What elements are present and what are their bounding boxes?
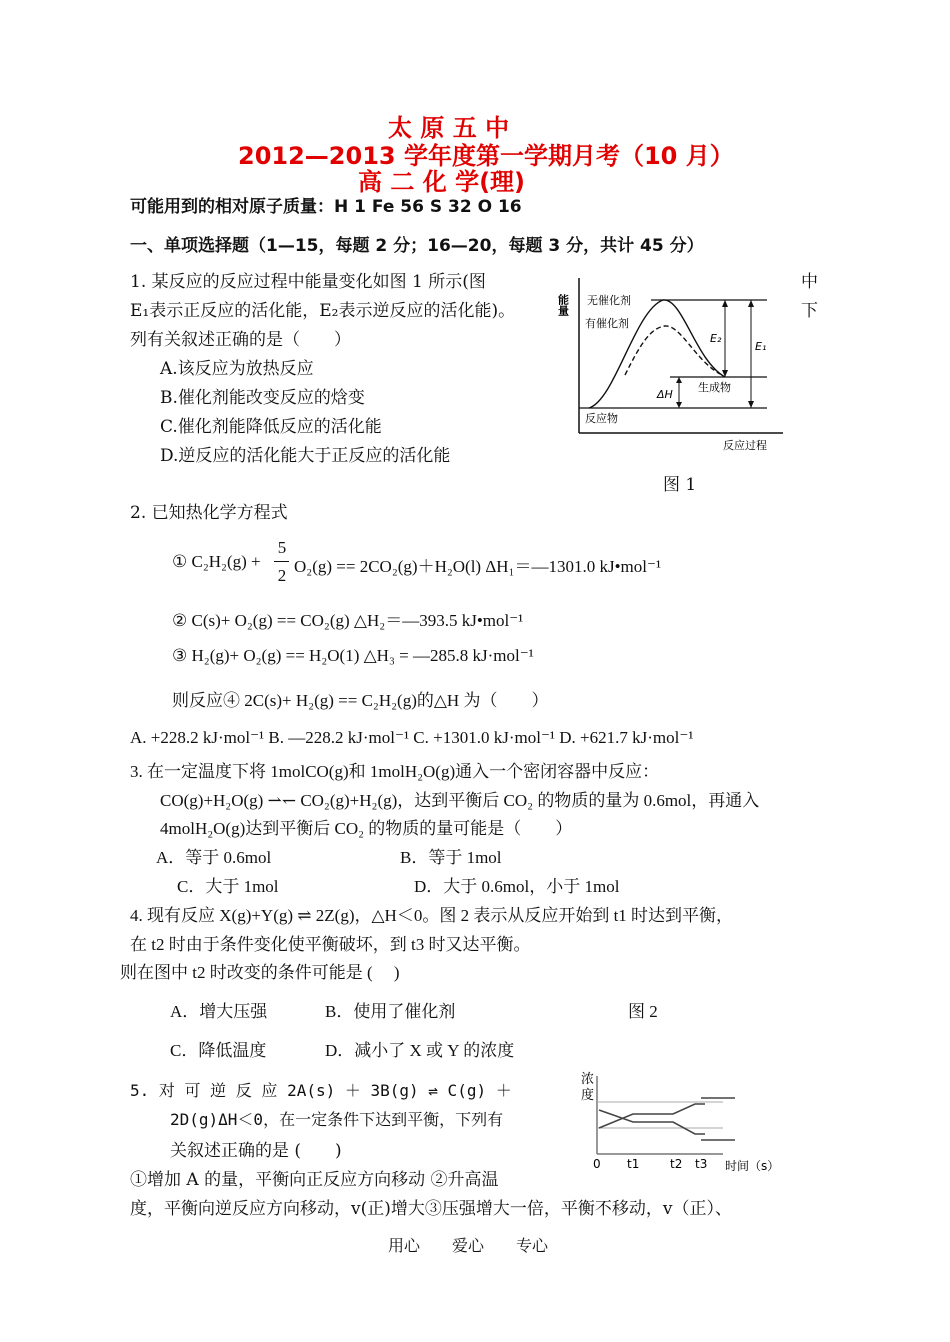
q4-stem-line1: 4. 现有反应 X(g)+Y(g) ⇌ 2Z(g)，△H＜0。图 2 表示从反应开始到 t1 时达到平衡， <box>130 906 734 925</box>
fig2-ylabel-2: 度 <box>581 1088 595 1103</box>
q4-fig-caption: 图 2 <box>628 1002 658 1021</box>
q2-stem: 2. 已知热化学方程式 <box>130 503 288 523</box>
exam-title: 2012—2013 学年度第一学期月考（10 月） <box>238 142 734 170</box>
concentration-graph <box>575 1068 795 1174</box>
q4-option-b: B．使用了催化剂 <box>325 1002 456 1021</box>
fig1-ylabel: 能量 <box>556 294 570 316</box>
q2-eq1-fraction-bar <box>274 561 289 562</box>
fig2-t0: 0 <box>593 1157 601 1171</box>
q5-line5: 度，平衡向逆反应方向移动，v(正)增大③压强增大一倍，平衡不移动，v（正）、 <box>130 1199 732 1219</box>
fig1-e2: E₂ <box>710 332 722 345</box>
q1-option-c: C.催化剂能降低反应的活化能 <box>160 417 382 437</box>
fig2-xlabel: 时间（s） <box>725 1159 780 1173</box>
q1-option-d: D.逆反应的活化能大于正反应的活化能 <box>160 446 451 466</box>
fig1-e1: E₁ <box>755 340 767 353</box>
q3-option-c: C．大于 1mol <box>177 877 279 896</box>
q2-eq1-post: O₂(g) == 2CO₂(g)＋H₂O(l) ΔH₁＝—1301.0 kJ•mol⁻¹ <box>294 557 662 576</box>
fig1-xlabel: 反应过程 <box>723 439 767 452</box>
q1-stem-line2-right: 下 <box>801 301 818 321</box>
q3-option-b: B．等于 1mol <box>400 848 502 867</box>
q5-line4: ①增加 A 的量，平衡向正反应方向移动 ②升高温 <box>130 1170 499 1190</box>
atomic-mass-line: 可能用到的相对原子质量：H 1 Fe 56 S 32 O 16 <box>130 197 522 217</box>
q5-line3: 关叙述正确的是 ( ) <box>170 1141 342 1161</box>
q5-line1: 5. 对 可 逆 反 应 2A(s) ＋ 3B(g) ⇌ C(g) ＋ <box>130 1081 512 1100</box>
q2-options: A. +228.2 kJ·mol⁻¹ B. —228.2 kJ·mol⁻¹ C. +1301.0 kJ·mol⁻¹ D. +621.7 kJ·mol⁻¹ <box>130 728 694 747</box>
fig1-caption: 图 1 <box>663 475 697 495</box>
q2-ask: 则反应④ 2C(s)+ H₂(g) == C₂H₂(g)的△H 为（ ） <box>172 691 549 710</box>
q2-eq2: ② C(s)+ O₂(g) == CO₂(g) △H₂＝—393.5 kJ•mol⁻¹ <box>172 611 524 630</box>
q1-stem-line3: 列有关叙述正确的是（ ） <box>130 330 351 350</box>
q4-stem-line2: 在 t2 时由于条件变化使平衡破坏，到 t3 时又达平衡。 <box>130 935 531 954</box>
subject-title: 高 二 化 学(理) <box>358 168 526 196</box>
q4-option-d: D．减小了 X 或 Y 的浓度 <box>325 1041 515 1060</box>
q3-option-d: D．大于 0.6mol，小于 1mol <box>414 877 620 896</box>
fig2-ylabel-1: 浓 <box>581 1072 595 1087</box>
q5-line2: 2D(g)ΔH＜0，在一定条件下达到平衡，下列有 <box>170 1110 504 1129</box>
q1-stem-line2: E₁表示正反应的活化能，E₂表示逆反应的活化能)。 <box>130 301 516 321</box>
q2-eq1-numerator: 5 <box>277 538 287 557</box>
q1-stem-line1-right: 中 <box>801 272 818 292</box>
fig2-t3: t3 <box>695 1157 708 1171</box>
fig1-reactant: 反应物 <box>585 412 618 425</box>
q2-eq3: ③ H₂(g)+ O₂(g) == H₂O(1) △H₃ = —285.8 kJ·mol⁻¹ <box>172 646 534 665</box>
q2-eq1-denominator: 2 <box>277 566 287 585</box>
q1-stem-line1: 1. 某反应的反应过程中能量变化如图 1 所示(图 <box>130 272 486 292</box>
q4-option-c: C．降低温度 <box>170 1041 267 1060</box>
q3-stem-line1: 3. 在一定温度下将 1molCO(g)和 1molH₂O(g)通入一个密闭容器中反应： <box>130 762 660 781</box>
section-heading: 一、单项选择题（1—15，每题 2 分；16—20，每题 3 分，共计 45 分） <box>130 236 704 256</box>
fig1-dh: ΔH <box>657 388 673 401</box>
school-title: 太 原 五 中 <box>388 114 510 142</box>
page-footer: 用心 爱心 专心 <box>388 1236 549 1255</box>
q3-stem-line2: CO(g)+H₂O(g) ⇀↽ CO₂(g)+H₂(g)，达到平衡后 CO₂ 的物质的量为 0.6mol，再通入 <box>160 791 760 810</box>
fig1-product: 生成物 <box>698 381 731 394</box>
q2-eq1-pre: ① C₂H₂(g) + <box>172 552 261 571</box>
q1-option-a: A.该反应为放热反应 <box>160 359 314 379</box>
q4-option-a: A．增大压强 <box>170 1002 268 1021</box>
fig2-t2: t2 <box>670 1157 683 1171</box>
q4-stem-line3: 则在图中 t2 时改变的条件可能是 ( ) <box>120 963 400 982</box>
fig1-with-catalyst: 有催化剂 <box>585 317 629 330</box>
fig1-no-catalyst: 无催化剂 <box>587 294 631 307</box>
fig2-t1: t1 <box>627 1157 640 1171</box>
q3-stem-line3: 4molH₂O(g)达到平衡后 CO₂ 的物质的量可能是（ ） <box>160 819 573 838</box>
q3-option-a: A．等于 0.6mol <box>156 848 272 867</box>
q1-option-b: B.催化剂能改变反应的焓变 <box>160 388 365 408</box>
energy-diagram <box>555 270 795 455</box>
